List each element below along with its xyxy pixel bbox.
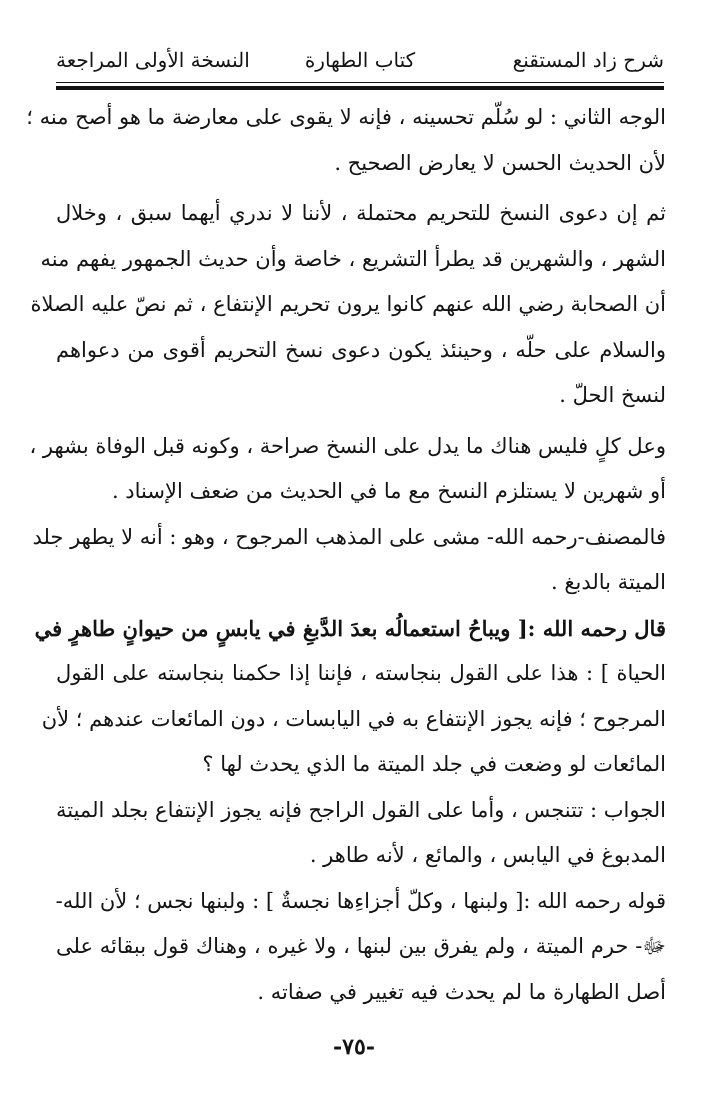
page-body [26, 95, 666, 1015]
text-line: الحياة ] : هذا على القول بنجاسته ، فإننا إذا حكمنا بنجاسته على القول [56, 661, 666, 685]
text-line: ثم إن دعوى النسخ للتحريم محتملة ، لأننا لا ندري أيهما سبق ، وخلال [56, 201, 666, 225]
header-book-title: شرح زاد المستقنع [512, 48, 664, 72]
text-line: أن الصحابة رضي الله عنهم كانوا يرون تحريم الإنتفاع ، ثم نصّ عليه الصلاة [30, 292, 666, 316]
text-line: لنسخ الحلّ . [559, 383, 666, 407]
header-divider-thin [56, 82, 664, 83]
page-number: -٧٥- [333, 1034, 375, 1060]
header-chapter-title: كتاب الطهارة [304, 48, 416, 72]
text-line: أو شهرين لا يستلزم النسخ مع ما في الحديث من ضعف الإسناد . [111, 479, 666, 503]
text-line: الميتة بالدبغ . [550, 570, 666, 594]
text-line: الوجه الثاني : لو سُلّم تحسينه ، فإنه لا يقوى على معارضة ما هو أصح منه ؛ [26, 105, 666, 129]
text-line: الشهر ، والشهرين قد يطرأ التشريع ، خاصة وأن حديث الجمهور يفهم منه [40, 246, 666, 271]
text-line: المائعات لو وضعت في جلد الميتة ما الذي يحدث لها ؟ [202, 752, 666, 776]
matn-heading-line: قوله رحمه الله :[ ولبنها ، وكلّ أجزاءِها نجسةٌ ] : ولبنها نجس ؛ لأن الله- [55, 888, 666, 913]
text-line: أصل الطهارة ما لم يحدث فيه تغيير في صفاته . [257, 979, 666, 1004]
text-line: لأن الحديث الحسن لا يعارض الصحيح . [334, 150, 666, 175]
text-line: والسلام على حلّه ، وحينئذ يكون دعوى نسخ التحريم أقوى من دعواهم [56, 337, 666, 362]
text-line: الجواب : تتنجس ، وأما على القول الراجح فإنه يجوز الإنتفاع بجلد الميتة [56, 797, 666, 822]
header-divider-thick [56, 86, 664, 90]
text-line: فالمصنف-رحمه الله- مشى على المذهب المرجوح ، وهو : أنه لا يطهر جلد [32, 524, 666, 549]
text-line: وعل كلٍ فليس هناك ما يدل على النسخ صراحة ، وكونه قبل الوفاة بشهر ، [29, 433, 666, 458]
text-line: المدبوغ في اليابس ، والمائع ، لأنه طاهر . [309, 843, 666, 867]
matn-heading-line: قال رحمه الله :[ ويباحُ استعمالُه بعدَ الدَّبغِ في يابسٍ من حيوانٍ طاهرٍ في [34, 615, 666, 641]
header-edition-note: النسخة الأولى المراجعة [56, 48, 250, 72]
running-header [56, 40, 664, 80]
text-line: ﷻ- حرم الميتة ، ولم يفرق بين لبنها ، ولا غيره ، وهناك قول ببقائه على [56, 934, 666, 958]
text-line: المرجوح ؛ فإنه يجوز الإنتفاع به في اليابسات ، دون المائعات عندهم ؛ لأن [41, 706, 666, 731]
